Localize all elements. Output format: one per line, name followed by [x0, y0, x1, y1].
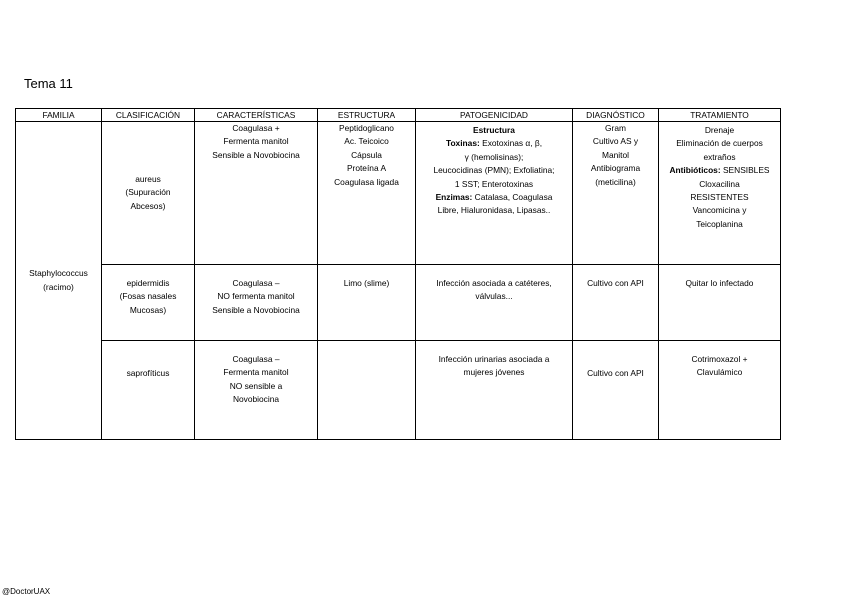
text-line: γ (hemolisinas);	[464, 151, 524, 162]
cell-estructura	[318, 265, 416, 341]
cell-familia	[16, 122, 102, 440]
header-estructura: ESTRUCTURA	[318, 109, 416, 122]
text-line: NO sensible a	[229, 380, 283, 391]
cell-patogenicidad	[416, 122, 573, 265]
text-line: Cápsula	[351, 149, 382, 160]
text-line: Coagulasa ligada	[334, 176, 399, 187]
antibioticos-text: SENSIBLES	[720, 165, 770, 176]
cell-patogenicidad	[416, 265, 573, 341]
cell-estructura	[318, 341, 416, 440]
text-line: Manitol	[602, 149, 629, 160]
footer-credit: @DoctorUAX	[2, 587, 51, 596]
text-line	[661, 164, 778, 177]
text-line: Proteína A	[346, 163, 387, 174]
text-line	[418, 124, 570, 137]
text-line: Clavulámico	[696, 367, 743, 378]
cell-clasificacion	[102, 122, 195, 265]
text-line: RESISTENTES	[690, 192, 749, 203]
text-line: saprofíticus	[126, 368, 170, 378]
text-line: Mucosas)	[129, 304, 167, 315]
cell-diagnostico	[573, 122, 659, 265]
text-line: extraños	[703, 151, 736, 162]
antibioticos-label: Antibióticos:	[669, 165, 721, 176]
text-line: Ac. Teicoico	[344, 136, 389, 147]
text-line: Leucocidinas (PMN); Exfoliatina;	[433, 165, 555, 176]
cell-diagnostico	[573, 265, 659, 341]
enzimas-text: Catalasa, Coagulasa	[472, 192, 553, 203]
text-line: Libre, Hialuronidasa, Lipasas..	[437, 205, 551, 216]
header-familia: FAMILIA	[16, 109, 102, 122]
text-line: Cotrimoxazol +	[691, 354, 748, 364]
text-line	[418, 191, 570, 204]
family-shape: (racimo)	[43, 281, 74, 292]
family-name: Staphylococcus	[29, 268, 88, 279]
cell-tratamiento	[659, 122, 781, 265]
enzimas-label: Enzimas:	[435, 192, 473, 203]
text-line: Cultivo AS y	[592, 136, 639, 147]
text-line: Abcesos)	[130, 200, 166, 211]
table-row-epidermidis	[16, 265, 781, 341]
text-line: Sensible a Novobiocina	[212, 149, 300, 160]
text-line: 1 SST; Enterotoxinas	[454, 178, 534, 189]
bacteria-table	[15, 108, 781, 440]
cell-estructura	[318, 122, 416, 265]
text-line: Quitar lo infectado	[685, 278, 754, 288]
text-line: Limo (slime)	[343, 278, 390, 288]
header-caracteristicas: CARACTERÍSTICAS	[195, 109, 318, 122]
toxinas-text: Exotoxinas α, β,	[479, 138, 543, 149]
text-line: (Fosas nasales	[119, 291, 177, 302]
toxinas-label: Toxinas:	[445, 138, 480, 149]
text-line: Cultivo con API	[587, 368, 644, 378]
text-line: Teicoplanina	[696, 218, 743, 229]
pat-heading: Estructura	[473, 125, 515, 135]
text-line: Drenaje	[704, 125, 735, 135]
text-line	[418, 137, 570, 150]
text-line: Sensible a Novobiocina	[212, 304, 300, 315]
table-row-saprofiticus	[16, 341, 781, 440]
cell-diagnostico	[573, 341, 659, 440]
cell-clasificacion	[102, 265, 195, 341]
text-line: Fermenta manitol	[223, 367, 289, 378]
text-line: Infección urinarias asociada a	[438, 354, 550, 364]
text-line: Fermenta manitol	[223, 136, 289, 147]
text-line: válvulas...	[475, 291, 513, 302]
cell-clasificacion	[102, 341, 195, 440]
text-line: Vancomicina y	[692, 205, 747, 216]
header-patogenicidad: PATOGENICIDAD	[416, 109, 573, 122]
text-line: Coagulasa –	[232, 354, 280, 364]
text-line: NO fermenta manitol	[217, 291, 295, 302]
text-line: Peptidoglicano	[339, 123, 394, 133]
cell-caracteristicas	[195, 341, 318, 440]
text-line: Cloxacilina	[699, 178, 740, 189]
header-tratamiento: TRATAMIENTO	[659, 109, 781, 122]
cell-tratamiento	[659, 265, 781, 341]
text-line: Infección asociada a catéteres,	[436, 278, 552, 288]
text-line: Eliminación de cuerpos	[676, 138, 763, 149]
cell-tratamiento	[659, 341, 781, 440]
cell-patogenicidad	[416, 341, 573, 440]
text-line: Novobiocina	[232, 394, 280, 405]
text-line: Coagulasa +	[232, 123, 280, 133]
text-line: (meticilina)	[595, 176, 636, 187]
header-diagnostico: DIAGNÓSTICO	[573, 109, 659, 122]
text-line: mujeres jóvenes	[463, 367, 525, 378]
cell-caracteristicas	[195, 265, 318, 341]
text-line: Gram	[605, 123, 626, 133]
header-clasificacion: CLASIFICACIÓN	[102, 109, 195, 122]
table-header-row	[16, 109, 781, 122]
text-line: Antibiograma	[590, 163, 641, 174]
text-line: aureus	[135, 173, 161, 184]
table-row-aureus	[16, 122, 781, 265]
page-title: Tema 11	[24, 76, 73, 91]
cell-caracteristicas	[195, 122, 318, 265]
text-line: Coagulasa –	[232, 278, 280, 288]
text-line: (Supuración	[125, 187, 171, 198]
text-line: Cultivo con API	[587, 278, 644, 288]
text-line: epidermidis	[126, 278, 170, 288]
